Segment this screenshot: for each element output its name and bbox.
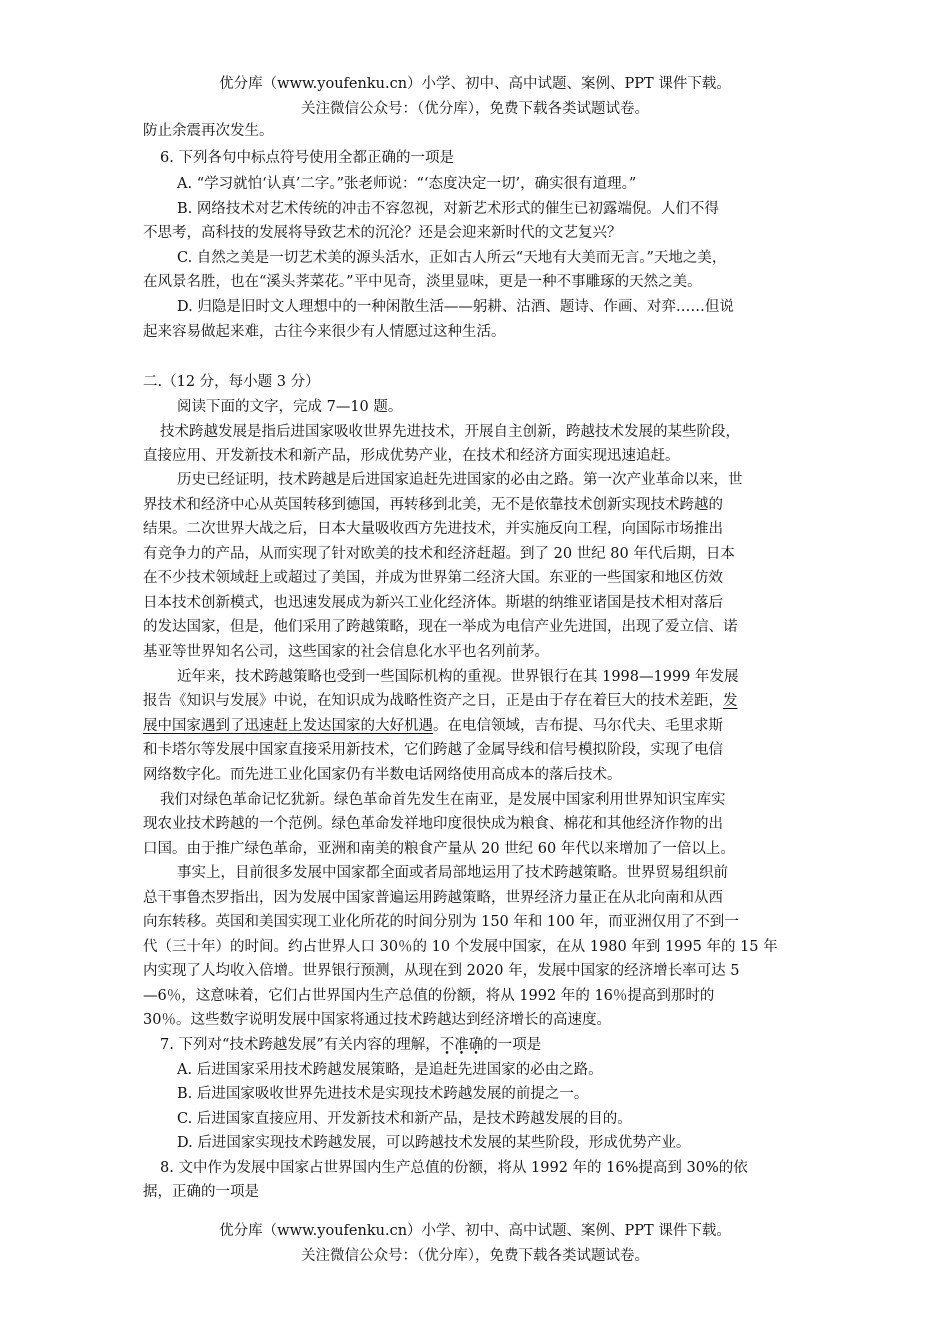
q6-option-c-line-1: C. 自然之美是一切艺术美的源头活水，正如古人所云“天地有大美而无言。”天地之美， — [177, 250, 727, 266]
q7-emphasis-char-2: 准 — [454, 1037, 469, 1053]
section-2-heading: 二.（12 分，每小题 3 分） — [143, 374, 320, 390]
q7-option-b: B. 后进国家吸收世界先进技术是实现技术跨越发展的前提之一。 — [177, 1086, 589, 1102]
passage-p4-line-1: 我们对绿色革命记忆犹新。绿色革命首先发生在南亚，是发展中国家利用世界知识宝库实 — [160, 792, 726, 808]
passage-p1-line-2: 直接应用、开发新技术和新产品，形成优势产业，在技术和经济方面实现迅速追赶。 — [143, 448, 680, 464]
passage-p5-line-5: 内实现了人均收入倍增。世界银行预测，从现在到 2020 年，发展中国家的经济增长率可达 5 — [143, 963, 740, 979]
passage-p4-line-3: 口国。由于推广绿色革命，亚洲和南美的粮食产量从 20 世纪 60 年代以来增加了一倍以上。 — [143, 841, 735, 857]
passage-p2-line-7: 的发达国家，但是，他们采用了跨越策略，现在一举成为电信产业先进国，出现了爱立信、诺 — [143, 619, 738, 635]
q7-emphasis-char-1: 不 — [439, 1037, 455, 1053]
q6-option-b-line-1: B. 网络技术对艺术传统的冲击不容忽视，对新艺术形式的催生已初露端倪。人们不得 — [177, 201, 719, 217]
q7-stem — [160, 1033, 541, 1058]
passage-p3-line-2-text: 报告《知识与发展》中说，在知识成为战略性资产之日，正是由于存在着巨大的技术差距， — [143, 693, 723, 709]
q7-option-c: C. 后进国家直接应用、开发新技术和新产品，是技术跨越发展的目的。 — [177, 1111, 632, 1127]
section-2-instruction: 阅读下面的文字，完成 7—10 题。 — [177, 399, 403, 415]
passage-p3-line-5: 网络数字化。而先进工业化国家仍有半数电话网络使用高成本的落后技术。 — [143, 767, 622, 783]
passage-p5-line-7: 30％。这些数字说明发展中国家将通过技术跨越达到经济增长的高速度。 — [143, 1012, 611, 1028]
header-line-2: 关注微信公众号：（优分库），免费下载各类试题试卷。 — [301, 101, 649, 117]
q8-stem-line-2: 据，正确的一项是 — [143, 1184, 259, 1200]
passage-p2-line-3: 结果。二次世界大战之后，日本大量吸收西方先进技术，并实施反向工程，向国际市场推出 — [143, 521, 723, 537]
passage-p1-line-1: 技术跨越发展是指后进国家吸收世界先进技术，开展自主创新，跨越技术发展的某些阶段， — [160, 424, 740, 440]
q6-option-c-line-2: 在风景名胜，也在“溪头荠菜花。”平中见奇，淡里显味，更是一种不事雕琢的天然之美。 — [143, 274, 702, 290]
passage-p3-line-1: 近年来，技术跨越策略也受到一些国际机构的重视。世界银行在其 1998—1999 年发展 — [177, 669, 739, 685]
footer-line-1: 优分库（www.youfenku.cn）小学、初中、高中试题、案例、PPT 课件下载。 — [219, 1223, 731, 1239]
passage-p2-line-1: 历史已经证明，技术跨越是后进国家追赶先进国家的必由之路。第一次产业革命以来，世 — [177, 472, 743, 488]
passage-p3-line-3 — [143, 714, 723, 739]
passage-p5-line-2: 总干事鲁杰罗指出，因为发展中国家普遍运用跨越策略，世界经济力量正在从北向南和从西 — [143, 890, 723, 906]
passage-p3-line-3-text: 。在电信领域，吉布提、马尔代夫、毛里求斯 — [433, 718, 723, 734]
q7-stem-start: 7. 下列对“技术跨越发展”有关内容的理解， — [160, 1037, 440, 1053]
passage-p2-line-8: 基亚等世界知名公司，这些国家的社会信息化水平也名列前茅。 — [143, 644, 549, 660]
passage-p2-line-5: 在不少技术领域赶上或超过了美国，并成为世界第二经济大国。东亚的一些国家和地区仿效 — [143, 570, 723, 586]
passage-p5-line-1: 事实上，目前很多发展中国家都全面或者局部地运用了技术跨越策略。世界贸易组织前 — [177, 865, 728, 881]
q6-stem: 6. 下列各句中标点符号使用全都正确的一项是 — [160, 150, 454, 166]
passage-p2-line-4: 有竞争力的产品，从而实现了针对欧美的技术和经济赶超。到了 20 世纪 80 年代后期，日本 — [143, 546, 735, 562]
passage-p2-line-6: 日本技术创新模式，也迅速发展成为新兴工业化经济体。斯堪的纳维亚诸国是技术相对落后 — [143, 595, 723, 611]
footer-line-2: 关注微信公众号：（优分库），免费下载各类试题试卷。 — [301, 1248, 649, 1264]
q7-option-d: D. 后进国家实现技术跨越发展，可以跨越技术发展的某些阶段，形成优势产业。 — [177, 1135, 691, 1151]
q7-stem-end: 的一项是 — [483, 1037, 542, 1053]
q6-lead: 防止余震再次发生。 — [143, 123, 274, 139]
passage-underlined-start: 发 — [723, 693, 738, 709]
passage-p3-line-4: 和卡塔尔等发展中国家直接采用新技术，它们跨越了金属导线和信号模拟阶段，实现了电信 — [143, 742, 723, 758]
q7-emphasis-char-3: 确 — [468, 1037, 484, 1053]
q8-stem-line-1: 8. 文中作为发展中国家占世界国内生产总值的份额，将从 1992 年的 16%提高到 30%的依 — [160, 1160, 748, 1176]
passage-underlined-phrase: 展中国家遇到了迅速赶上发达国家的大好机遇 — [143, 718, 433, 734]
passage-p4-line-2: 现农业技术跨越的一个范例。绿色革命发祥地印度很快成为粮食、棉花和其他经济作物的出 — [143, 816, 723, 832]
passage-p5-line-3: 向东转移。英国和美国实现工业化所花的时间分别为 150 年和 100 年，而亚洲仅用了不到一 — [143, 914, 739, 930]
passage-p3-line-2 — [143, 689, 738, 714]
q7-option-a: A. 后进国家采用技术跨越发展策略，是追赶先进国家的必由之路。 — [177, 1062, 603, 1078]
header-line-1: 优分库（www.youfenku.cn）小学、初中、高中试题、案例、PPT 课件下载。 — [219, 76, 731, 92]
passage-p5-line-6: —6％，这意味着，它们占世界国内生产总值的份额，将从 1992 年的 16％提高到那时的 — [143, 988, 715, 1004]
q6-option-d-line-1: D. 归隐是旧时文人理想中的一种闲散生活——躬耕、沽酒、题诗、作画、对弈……但说 — [177, 299, 734, 315]
q6-option-d-line-2: 起来容易做起来难，古往今来很少有人情愿过这种生活。 — [143, 324, 506, 340]
passage-p2-line-2: 界技术和经济中心从英国转移到德国，再转移到北美，无不是依靠技术创新实现技术跨越的 — [143, 497, 723, 513]
q6-option-a: A. “学习就怕‘认真’二字。”张老师说：“‘态度决定一切’，确实很有道理。” — [177, 176, 637, 192]
q6-option-b-line-2: 不思考，高科技的发展将导致艺术的沉沦？还是会迎来新时代的文艺复兴？ — [143, 225, 622, 241]
passage-p5-line-4: 代（三十年）的时间。约占世界人口 30％的 10 个发展中国家，在从 1980 年到 1995 年的 15 年 — [143, 939, 778, 955]
